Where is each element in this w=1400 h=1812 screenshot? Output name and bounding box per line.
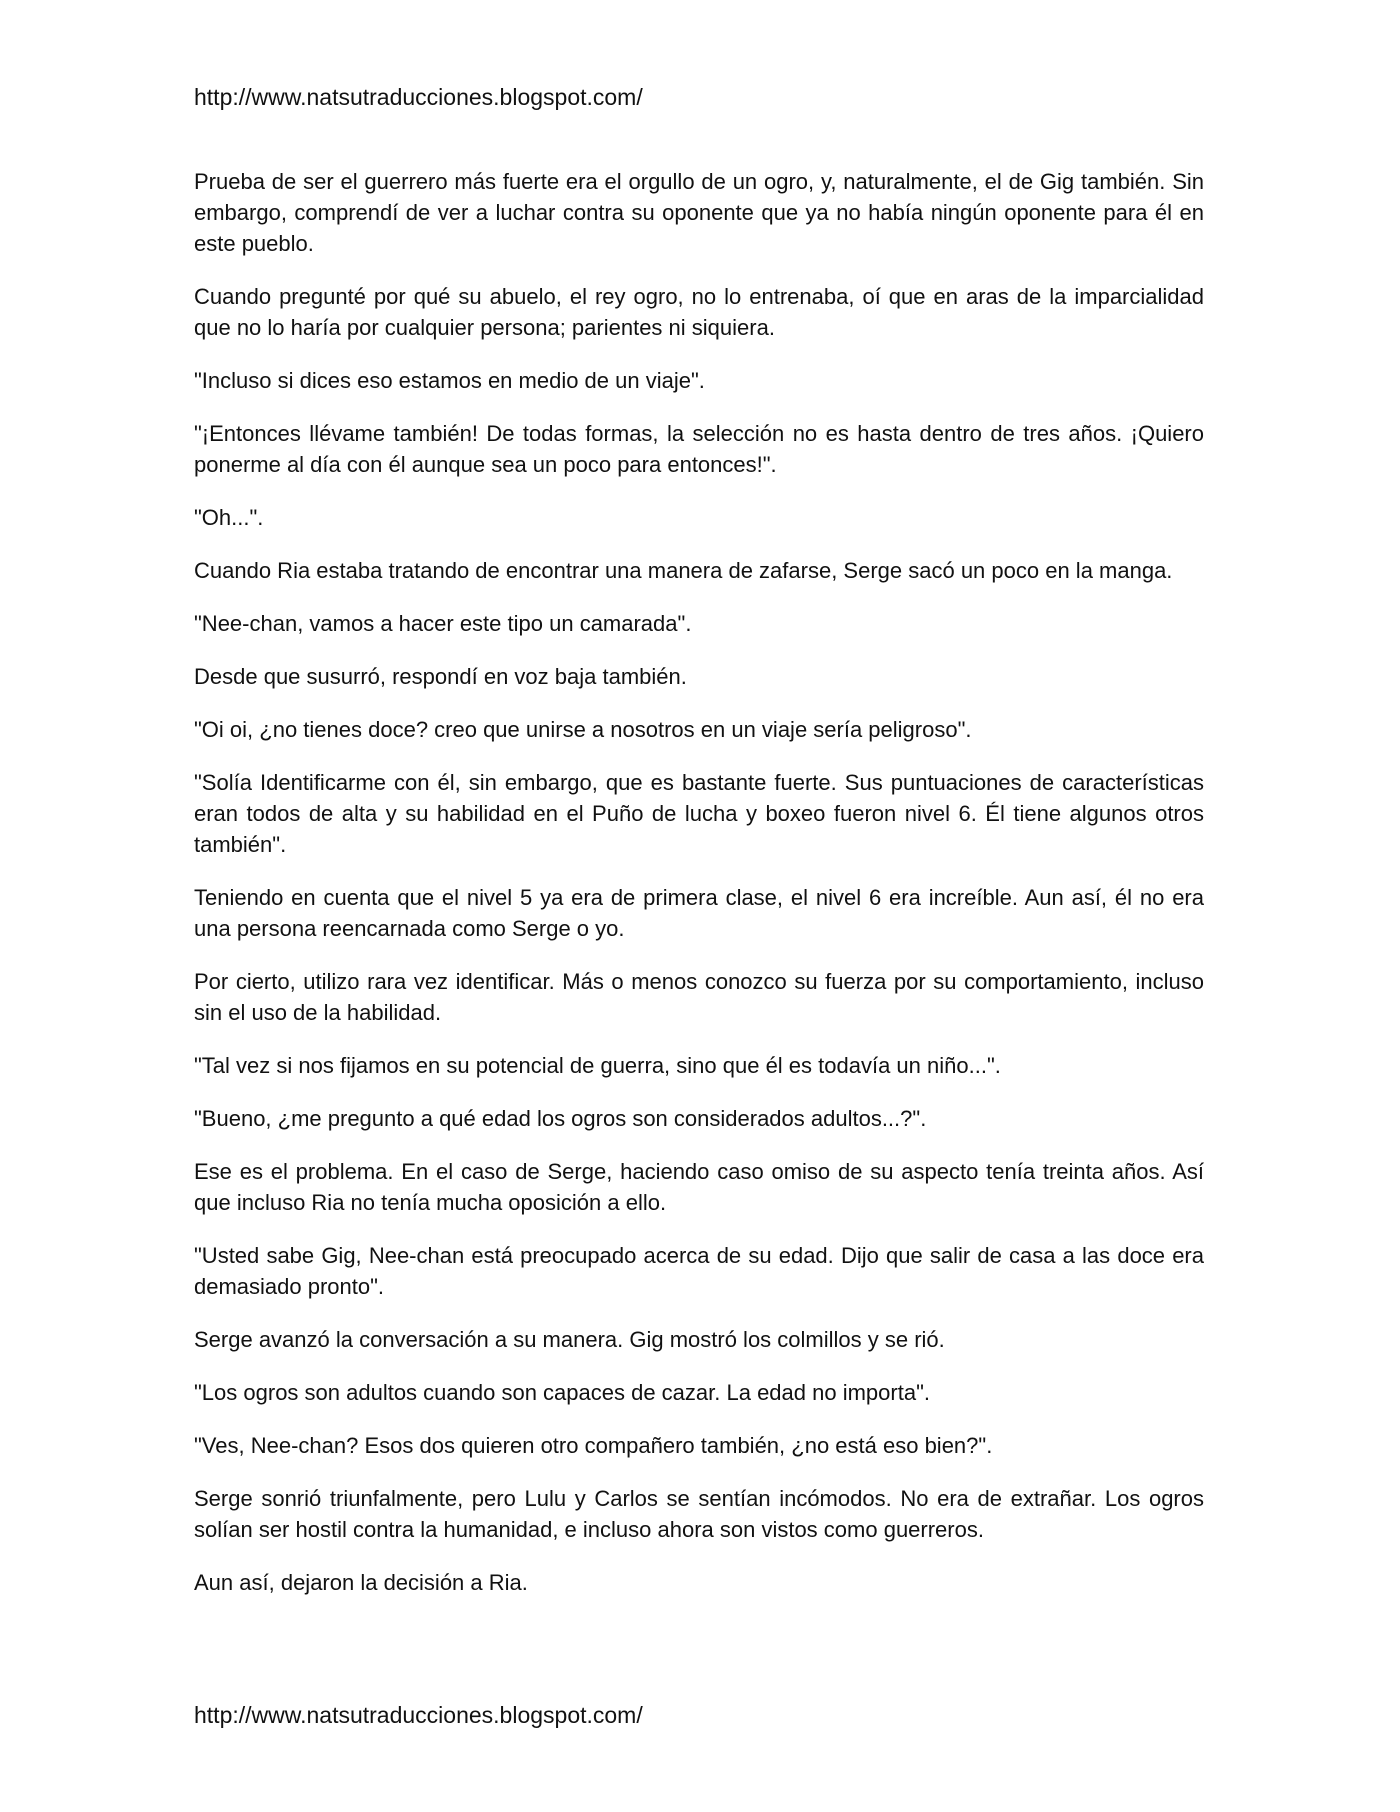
paragraph: "Ves, Nee-chan? Esos dos quieren otro compañero también, ¿no está eso bien?".	[194, 1433, 993, 1458]
paragraph: Aun así, dejaron la decisión a Ria.	[194, 1570, 528, 1595]
paragraph: "Usted sabe Gig, Nee-chan está preocupado acerca de su edad. Dijo que salir de casa a las doce era demasiado pronto".	[194, 1243, 1204, 1299]
paragraph: "Solía Identificarme con él, sin embargo, que es bastante fuerte. Sus puntuaciones de características eran todos de alta y su habilidad en el Puño de lucha y boxeo fueron nivel 6. Él tiene algunos otros también".	[194, 770, 1204, 857]
paragraph: Por cierto, utilizo rara vez identificar. Más o menos conozco su fuerza por su comportamiento, incluso sin el uso de la habilidad.	[194, 969, 1204, 1025]
paragraph: "Oh...".	[194, 505, 264, 530]
paragraph: "Bueno, ¿me pregunto a qué edad los ogros son considerados adultos...?".	[194, 1106, 927, 1131]
paragraph: Cuando Ria estaba tratando de encontrar una manera de zafarse, Serge sacó un poco en la manga.	[194, 558, 1173, 583]
paragraph: Serge sonrió triunfalmente, pero Lulu y Carlos se sentían incómodos. No era de extrañar. Los ogros solían ser hostil contra la humanidad, e incluso ahora son vistos como guerreros.	[194, 1486, 1204, 1542]
paragraph: "Los ogros son adultos cuando son capaces de cazar. La edad no importa".	[194, 1380, 930, 1405]
header-url: http://www.natsutraducciones.blogspot.com/	[194, 84, 643, 110]
footer-url: http://www.natsutraducciones.blogspot.com/	[194, 1702, 643, 1728]
document-body	[194, 166, 1204, 1620]
paragraph: "Oi oi, ¿no tienes doce? creo que unirse a nosotros en un viaje sería peligroso".	[194, 717, 972, 742]
paragraph: Prueba de ser el guerrero más fuerte era el orgullo de un ogro, y, naturalmente, el de Gig también. Sin embargo, comprendí de ver a luchar contra su oponente que ya no había ningún oponente para él en este pueblo.	[194, 169, 1204, 256]
paragraph: Cuando pregunté por qué su abuelo, el rey ogro, no lo entrenaba, oí que en aras de la imparcialidad que no lo haría por cualquier persona; parientes ni siquiera.	[194, 284, 1204, 340]
paragraph: Ese es el problema. En el caso de Serge, haciendo caso omiso de su aspecto tenía treinta años. Así que incluso Ria no tenía mucha oposición a ello.	[194, 1159, 1204, 1215]
paragraph: "Tal vez si nos fijamos en su potencial de guerra, sino que él es todavía un niño...".	[194, 1053, 1001, 1078]
paragraph: Teniendo en cuenta que el nivel 5 ya era de primera clase, el nivel 6 era increíble. Aun así, él no era una persona reencarnada como Serge o yo.	[194, 885, 1204, 941]
paragraph: Desde que susurró, respondí en voz baja también.	[194, 664, 687, 689]
paragraph: Serge avanzó la conversación a su manera. Gig mostró los colmillos y se rió.	[194, 1327, 945, 1352]
paragraph: "¡Entonces llévame también! De todas formas, la selección no es hasta dentro de tres años. ¡Quiero ponerme al día con él aunque sea un poco para entonces!".	[194, 421, 1204, 477]
paragraph: "Nee-chan, vamos a hacer este tipo un camarada".	[194, 611, 692, 636]
paragraph: "Incluso si dices eso estamos en medio de un viaje".	[194, 368, 705, 393]
